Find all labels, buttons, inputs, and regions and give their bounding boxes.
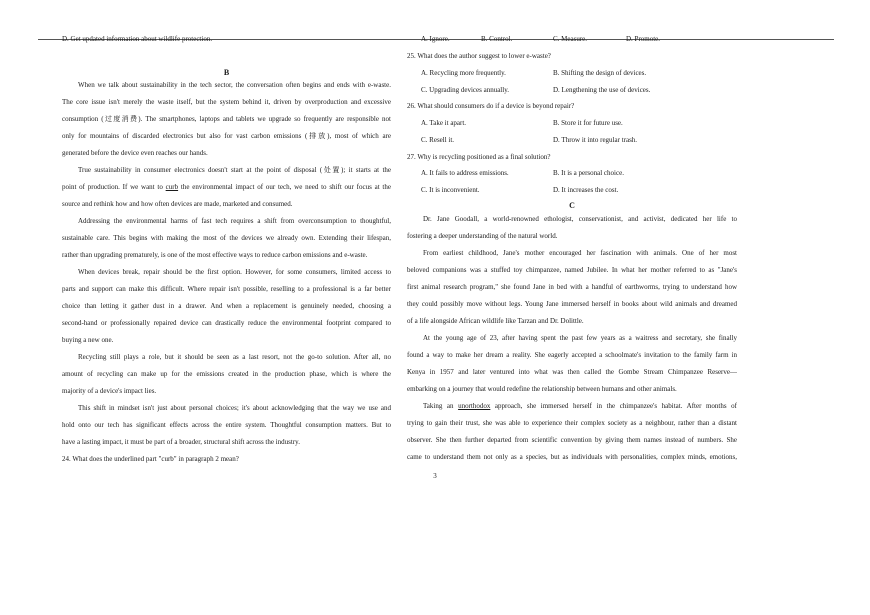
underlined-word-curb: curb bbox=[165, 183, 179, 191]
passage-b-p4-line: second-hand or professionally repaired device can drastically reduce the environmental footprint compared to bbox=[62, 319, 391, 327]
passage-c-p4-line: observer. She then further departed from scientific convention by giving them names instead of numbers. She bbox=[407, 436, 737, 444]
q25-option-c: C. Upgrading devices annually. bbox=[421, 86, 509, 94]
question-25: 25. What does the author suggest to lower e-waste? bbox=[407, 52, 551, 60]
q26-option-a: A. Take it apart. bbox=[421, 119, 467, 127]
passage-c-p1-line: fostering a deeper understanding of the natural world. bbox=[407, 232, 558, 240]
passage-b-p2-line bbox=[62, 183, 391, 192]
q26-option-c: C. Resell it. bbox=[421, 136, 455, 144]
passage-b-p1-line: only for mountains of discarded electronics but also for vast carbon emissions (排放), most of which are bbox=[62, 132, 391, 140]
passage-c-heading: C bbox=[569, 201, 575, 210]
q27-option-d: D. It increases the cost. bbox=[553, 186, 619, 194]
passage-b-p3-line: sustainable care. This begins with making the most of the devices we already own. Extending their lifespan, bbox=[62, 234, 391, 242]
passage-b-p4-line: parts and support can make this difficult. Where repair isn't possible, reselling to a professional is a far better bbox=[62, 285, 391, 293]
prev-question-option-d: D. Get updated information about wildlife protection. bbox=[62, 35, 213, 43]
q23-option-b: B. Control. bbox=[481, 35, 513, 43]
passage-c-p2-line: From earliest childhood, Jane's mother encouraged her fascination with animals. One of her most bbox=[423, 249, 737, 257]
passage-b-p2-line: source and rethink how and how often devices are made, marketed and consumed. bbox=[62, 200, 293, 208]
passage-b-p6-line: have a lasting impact, it must be part of a broader, structural shift across the industry. bbox=[62, 438, 300, 446]
passage-c-p4-line: trying to gain their trust, she was able to experience their complex society as a neighbour, rather than a distant bbox=[407, 419, 737, 427]
passage-b-p2-line: True sustainability in consumer electronics doesn't start at the point of disposal (处置); it starts at the bbox=[78, 166, 391, 174]
passage-b-p4-line: buying a new one. bbox=[62, 336, 114, 344]
passage-c-p2-line: they could possibly move without legs. Young Jane immersed herself in books about wild animals and dreamed bbox=[407, 300, 737, 308]
passage-b-heading: B bbox=[223, 68, 230, 77]
passage-c-p3-line: At the young age of 23, after having spent the past few years as a waitress and secretary, she finally bbox=[423, 334, 737, 342]
passage-c-p2-line: beloved companions was a stuffed toy chimpanzee, named Jubilee. In what her mother referred to as "Jane's bbox=[407, 266, 737, 274]
q25-option-a: A. Recycling more frequently. bbox=[421, 69, 506, 77]
underlined-word-unorthodox: unorthodox bbox=[458, 402, 491, 410]
passage-b-p1-line: consumption (过度消费). The smartphones, laptops and tablets we upgrade so frequently are responsible not bbox=[62, 115, 391, 123]
passage-c-p3-line: Kenya in 1957 and later ventured into what was then called the Gombe Stream Chimpanzee Reserve— bbox=[407, 368, 737, 376]
q23-option-d: D. Promote. bbox=[626, 35, 661, 43]
q27-option-c: C. It is inconvenient. bbox=[421, 186, 480, 194]
question-24: 24. What does the underlined part "curb" in paragraph 2 mean? bbox=[62, 455, 239, 463]
page-number: 3 bbox=[433, 472, 437, 480]
passage-b-p3-line: Addressing the environmental harms of fast tech requires a shift from overconsumption to thoughtful, bbox=[78, 217, 391, 225]
passage-c-p2-line: first animal research program," she found Jane in bed with a handful of earthworms, trying to understand how bbox=[407, 283, 737, 291]
passage-b-p3-line: rather than upgrading prematurely, is one of the most effective ways to reduce carbon emissions and e-waste. bbox=[62, 251, 368, 259]
q26-option-d: D. Throw it into regular trash. bbox=[553, 136, 638, 144]
passage-c-p1-line: Dr. Jane Goodall, a world-renowned ethologist, conservationist, and activist, dedicated her life to bbox=[423, 215, 737, 223]
passage-b-p5-line: amount of recycling can make up for the emissions created in the production phase, which is where the bbox=[62, 370, 391, 378]
q25-option-b: B. Shifting the design of devices. bbox=[553, 69, 647, 77]
question-27: 27. Why is recycling positioned as a final solution? bbox=[407, 153, 551, 161]
passage-b-p5-line: majority of a device's impact lies. bbox=[62, 387, 157, 395]
q27-option-a: A. It fails to address emissions. bbox=[421, 169, 509, 177]
passage-b-p6-line: hold onto our tech has significant effects across the entire system. Thoughtful consumption matters. But to bbox=[62, 421, 391, 429]
passage-b-p1-line: The core issue isn't merely the waste itself, but the system behind it, driven by overproduction and excessive bbox=[62, 98, 391, 106]
passage-c-p3-line: embarking on a journey that would redefine the relationship between humans and other animals. bbox=[407, 385, 677, 393]
passage-b-p4-line: choice than letting it gather dust in a drawer. And when a replacement is genuinely needed, choosing a bbox=[62, 302, 391, 310]
q23-option-c: C. Measure. bbox=[553, 35, 588, 43]
passage-c-p4-line: came to understand them not only as a species, but as individuals with personalities, complex minds, emotions, bbox=[407, 453, 737, 461]
passage-c-p4-text: Taking an bbox=[423, 402, 459, 410]
question-26: 26. What should consumers do if a device is beyond repair? bbox=[407, 102, 575, 110]
passage-b-p4-line: When devices break, repair should be the first option. However, for some consumers, limited access to bbox=[78, 268, 391, 276]
q26-option-b: B. Store it for future use. bbox=[553, 119, 623, 127]
q27-option-b: B. It is a personal choice. bbox=[553, 169, 624, 177]
passage-b-p2-text: the environmental impact of our tech, we need to shift our focus at the bbox=[178, 183, 391, 191]
passage-b-p1-line: generated before the device even reaches our hands. bbox=[62, 149, 208, 157]
passage-b-p6-line: This shift in mindset isn't just about personal choices; it's about acknowledging that the way we use and bbox=[78, 404, 391, 412]
passage-c-p2-line: of a life alongside African wildlife like Tarzan and Dr. Dolittle. bbox=[407, 317, 584, 325]
passage-b-p2-text: point of production. If we want to bbox=[62, 183, 166, 191]
passage-c-p4-text: approach, she immersed herself in the chimpanzee's habitat. After months of bbox=[490, 402, 737, 410]
q23-option-a: A. Ignore. bbox=[421, 35, 450, 43]
passage-c-p4-line bbox=[423, 402, 737, 411]
q25-option-d: D. Lengthening the use of devices. bbox=[553, 86, 651, 94]
passage-b-p1-line: When we talk about sustainability in the tech sector, the conversation often begins and ends with e-waste. bbox=[78, 81, 391, 89]
passage-c-p3-line: found a way to make her dream a reality. She eagerly accepted a schoolmate's invitation to the family farm in bbox=[407, 351, 737, 359]
passage-b-p5-line: Recycling still plays a role, but it should be seen as a last resort, not the go-to solution. After all, no bbox=[78, 353, 391, 361]
